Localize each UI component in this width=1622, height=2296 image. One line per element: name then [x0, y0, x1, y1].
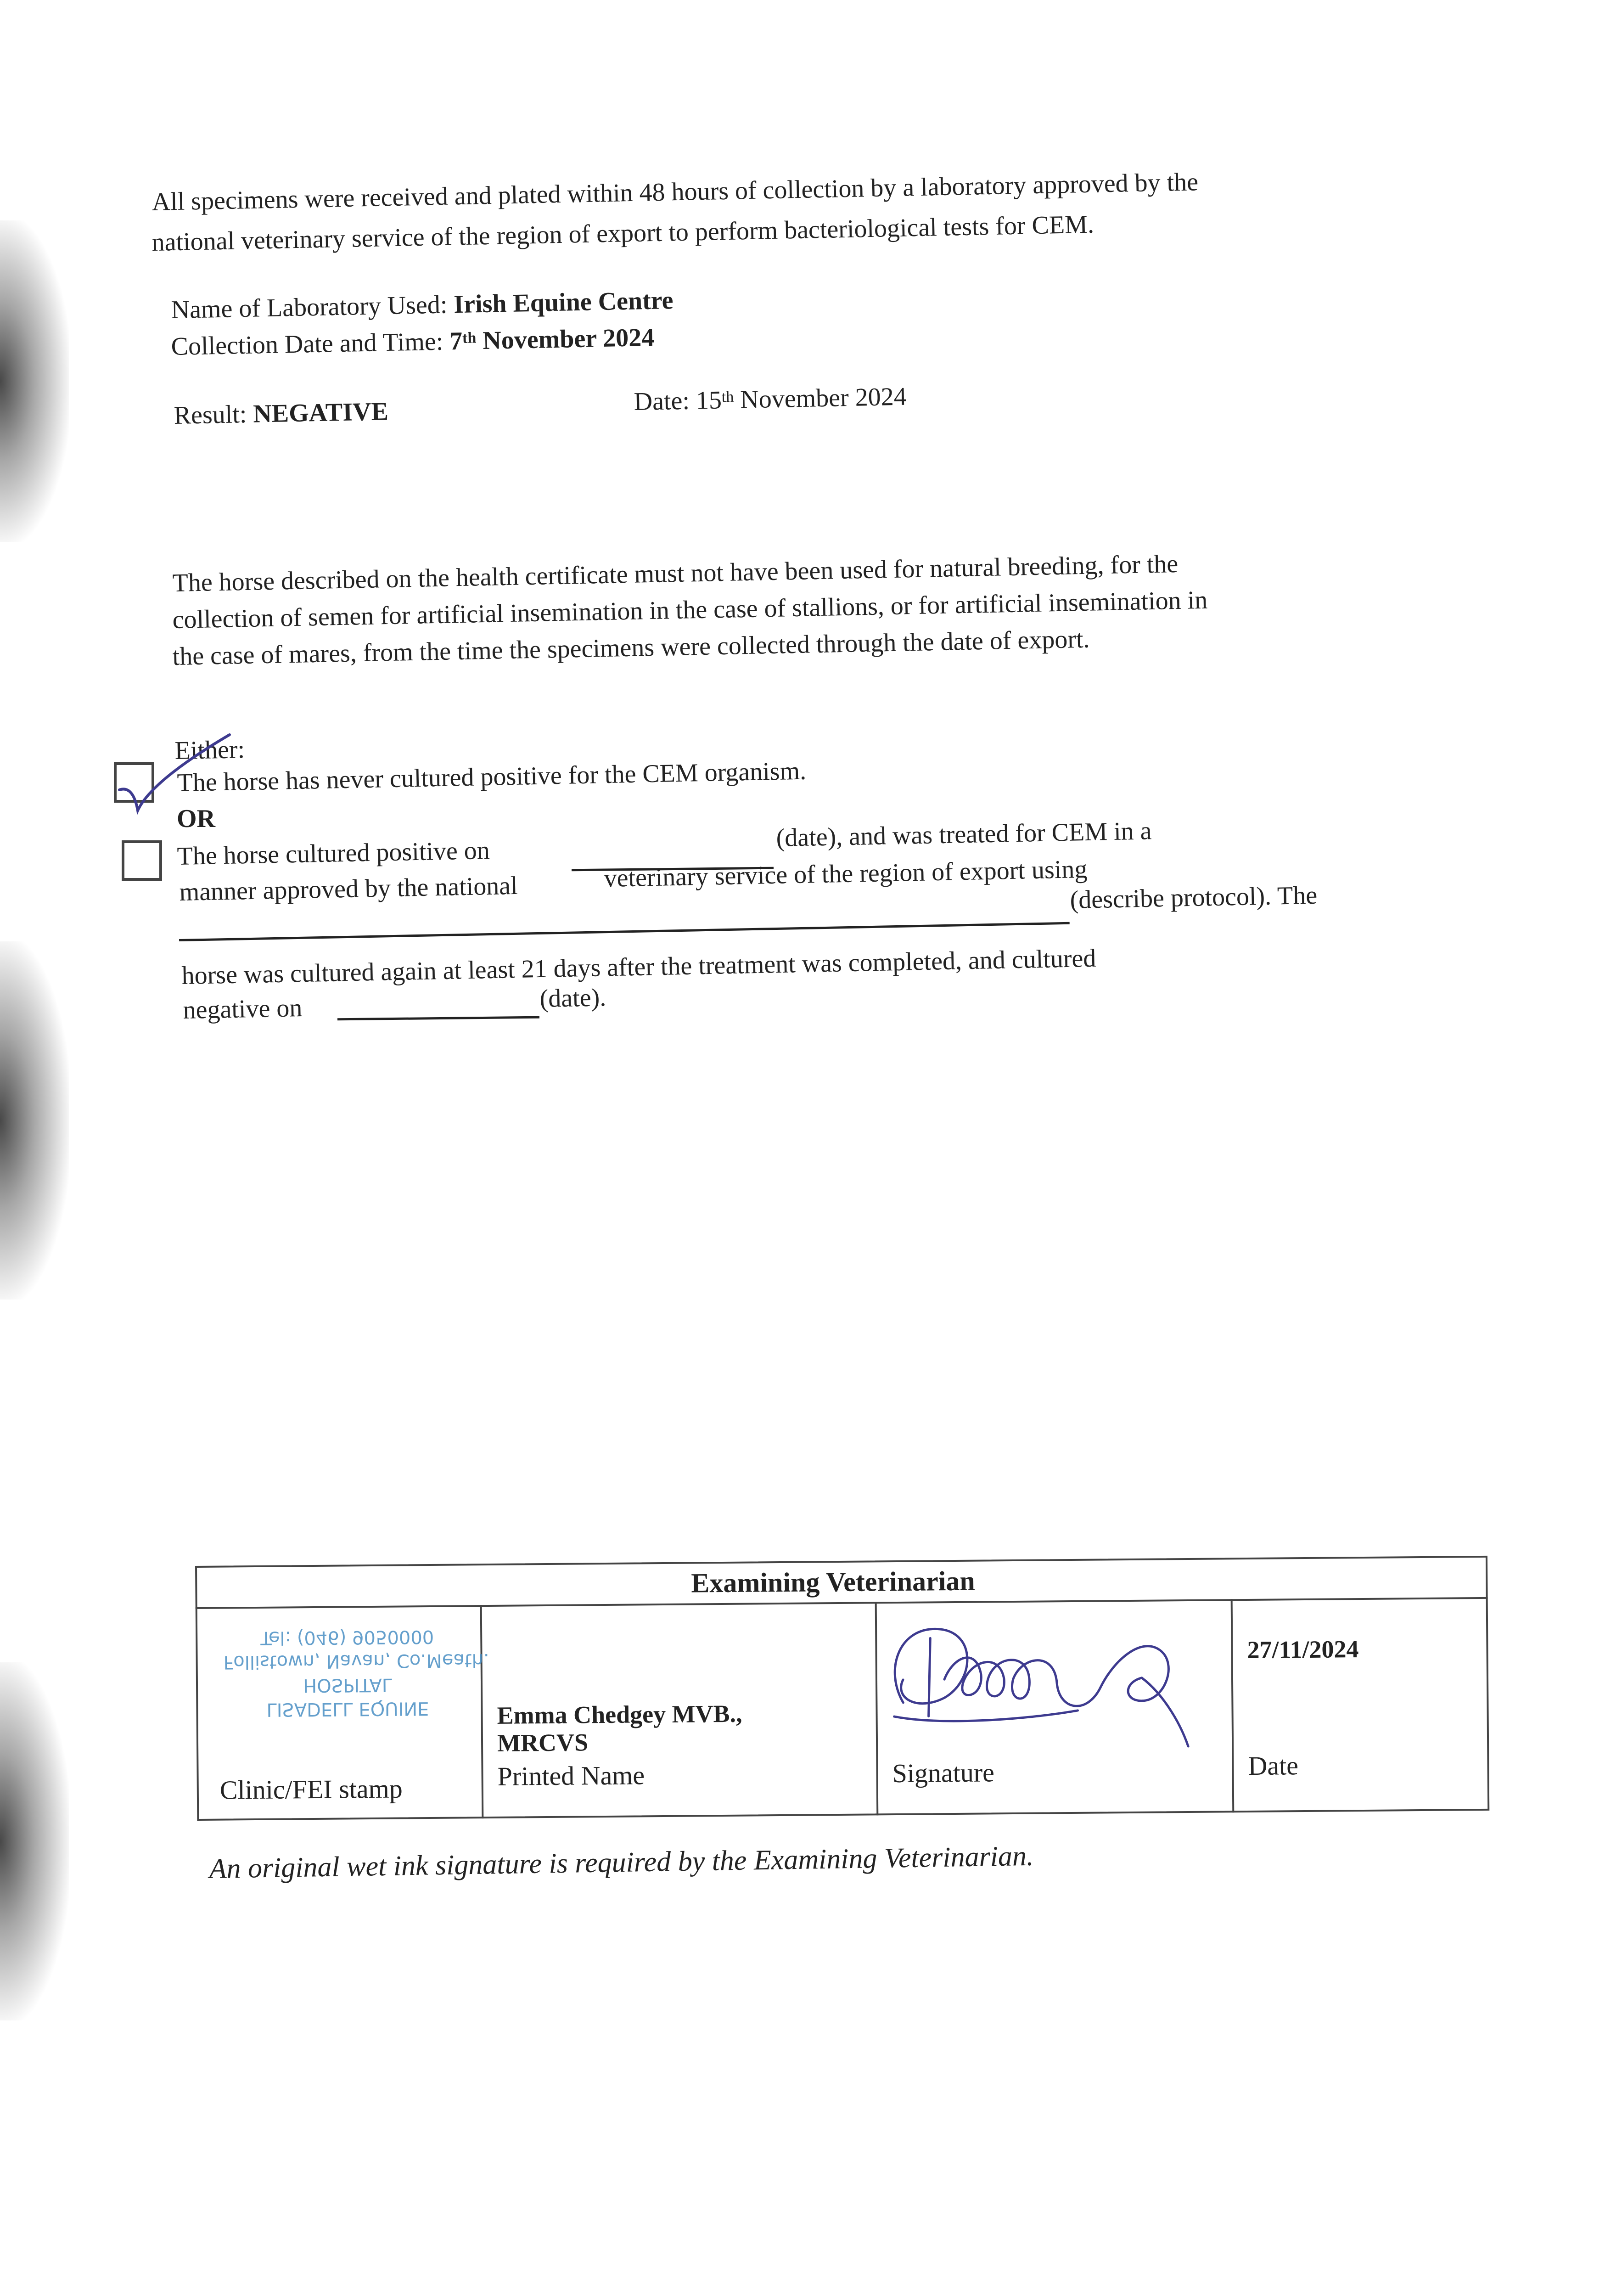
- table-header: Examining Veterinarian: [691, 1565, 975, 1598]
- result-value: NEGATIVE: [253, 397, 389, 428]
- scan-shadow-2: [0, 941, 69, 1300]
- collection-rest: November 2024: [476, 323, 655, 355]
- option-cultured-positive-checkbox[interactable]: [122, 840, 162, 881]
- breeding-line-3: the case of mares, from the time the specimens were collected through the date of export.: [172, 625, 1090, 671]
- lab-name-label: Name of Laboratory Used:: [171, 290, 454, 324]
- opt2-line4: horse was cultured again at least 21 days after the treatment was completed, and cultured: [181, 944, 1096, 990]
- scan-shadow-3: [0, 1662, 69, 2020]
- stamp-line-4: Tel: (046) 9050000: [260, 1626, 434, 1649]
- footnote: An original wet ink signature is required by the Examining Veterinarian.: [209, 1840, 1034, 1885]
- signature-label: Signature: [892, 1757, 995, 1789]
- either-label: Either:: [174, 735, 245, 765]
- result-date-sup: th: [721, 388, 734, 406]
- result-row: [174, 395, 389, 432]
- option-never-positive-text: The horse has never cultured positive for the CEM organism.: [177, 756, 807, 797]
- breeding-line-1: The horse described on the health certificate must not have been used for natural breeding, for the: [172, 549, 1179, 597]
- result-date: [634, 381, 907, 418]
- lab-name-row: [171, 284, 673, 326]
- intro-line-1: All specimens were received and plated within 48 hours of collection by a laboratory approved by the: [152, 168, 1199, 216]
- opt2-line1b: (date), and was treated for CEM in a: [776, 816, 1152, 852]
- examining-veterinarian-table: [195, 1556, 1489, 1821]
- exam-date-label: Date: [1248, 1750, 1299, 1781]
- stamp-line-1: LISADELL EQUINE: [266, 1698, 429, 1720]
- stamp-label: Clinic/FEI stamp: [219, 1773, 403, 1805]
- intro-line-2: national veterinary service of the region of export to perform bacteriological tests for CEM.: [152, 210, 1094, 257]
- result-date-label: Date: 15: [634, 386, 722, 416]
- collection-day: 7: [449, 326, 463, 356]
- handwritten-signature: [884, 1609, 1198, 1762]
- exam-date-value: 27/11/2024: [1247, 1635, 1359, 1664]
- opt2-line1a: The horse cultured positive on: [177, 836, 490, 871]
- collection-row: [171, 321, 655, 363]
- opt2-line2a: manner approved by the national: [179, 871, 518, 906]
- or-label: OR: [177, 805, 215, 833]
- stamp-line-2: HOSPITAL: [303, 1674, 393, 1696]
- printed-name-line-1: Emma Chedgey MVB.,: [497, 1699, 742, 1729]
- protocol-blank[interactable]: [179, 922, 1070, 941]
- opt2-line5b: (date).: [539, 983, 606, 1013]
- opt2-line2b: veterinary service of the region of export using: [604, 855, 1088, 893]
- collection-sup: th: [462, 329, 477, 347]
- lab-name-value: Irish Equine Centre: [453, 286, 673, 319]
- clinic-stamp: [223, 1614, 489, 1722]
- opt2-line5a: negative on: [183, 994, 303, 1024]
- collection-label: Collection Date and Time:: [171, 327, 450, 361]
- breeding-line-2: collection of semen for artificial insemination in the case of stallions, or for artificial insemination in: [172, 585, 1208, 634]
- result-date-rest: November 2024: [733, 382, 907, 414]
- opt2-date-blank-2[interactable]: [337, 1016, 539, 1021]
- printed-name-line-2: MRCVS: [497, 1728, 589, 1757]
- scan-shadow-1: [0, 220, 69, 542]
- stamp-line-3: Follistown, Navan, Co.Meath.: [223, 1649, 489, 1673]
- result-label: Result:: [174, 400, 253, 430]
- opt2-line3: (describe protocol). The: [1070, 881, 1318, 914]
- printed-name-label: Printed Name: [497, 1760, 645, 1791]
